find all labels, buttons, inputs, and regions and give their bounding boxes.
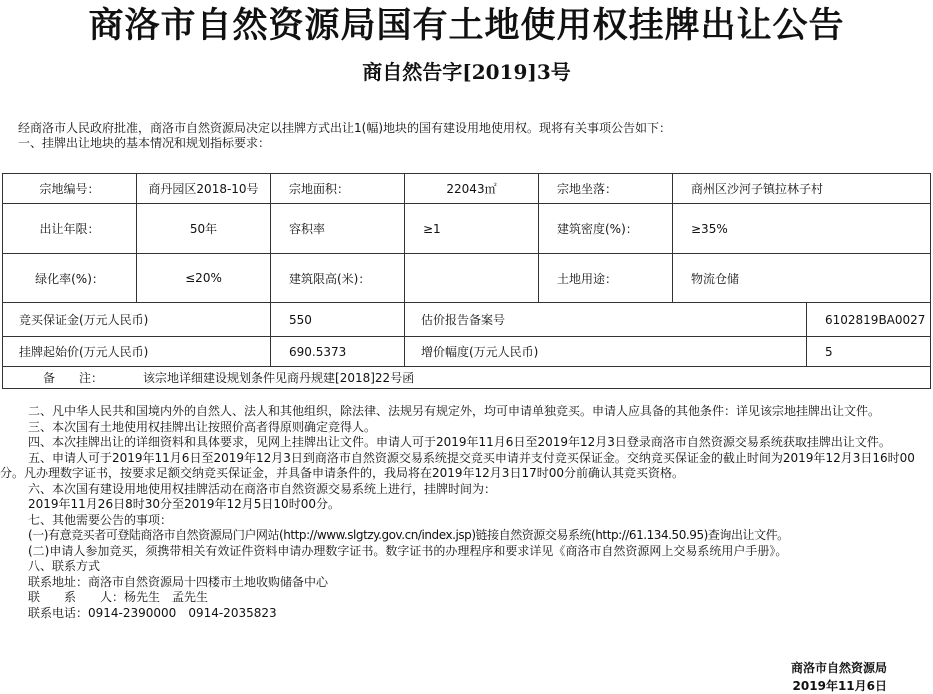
announcement-body [0,404,933,621]
area-value: 22043㎡ [405,174,539,204]
height-label: 建筑限高(米)： [271,254,405,303]
density-value: ≥35% [673,204,931,254]
paragraph: 八、联系方式 [28,559,101,573]
parcel-no-value: 商丹园区2018-10号 [137,174,271,204]
green-value: ≤20% [137,254,271,303]
remark-value: 该宗地详细建设规划条件见商丹规建[2018]22号函 [143,371,415,385]
far-value: ≥1 [405,204,539,254]
height-value [405,254,539,303]
table-row [3,204,931,254]
use-value: 物流仓储 [673,254,931,303]
paragraph: 五、申请人可于2019年11月6日至2019年12月3日到商洛市自然资源交易系统提交竞买申请并支付竞买保证金。交纳竞买保证金的截止时间为2019年12月3日16时00分。凡办理数字证书，按要求足额交纳竞买保证金，并具备申请条件的，我局将在2019年12月3日17时00分前确认其竞买资格。 [0,450,915,480]
increment-value: 5 [807,337,931,367]
term-label: 出让年限： [3,204,137,254]
green-label: 绿化率(%)： [3,254,137,303]
appraisal-value: 6102819BA0027 [807,303,931,337]
signature-org: 商洛市自然资源局 [790,661,887,675]
signature-date: 2019年11月6日 [792,679,887,693]
location-value: 商州区沙河子镇拉林子村 [673,174,931,204]
remark-label: 备 注： [43,371,104,385]
paragraph: (二)申请人参加竞买，须携带相关有效证件资料申请办理数字证书。数字证书的办理程序和要求详见《商洛市自然资源网上交易系统用户手册》。 [28,543,788,558]
intro-section [18,121,671,151]
intro-line: 经商洛市人民政府批准，商洛市自然资源局决定以挂牌方式出让1(幅)地块的国有建设用地使用权。现将有关事项公告如下： [18,121,672,135]
far-label: 容积率 [271,204,405,254]
table-row [3,337,931,367]
paragraph: 六、本次国有建设用地使用权挂牌活动在商洛市自然资源交易系统上进行，挂牌时间为： [28,481,497,496]
location-label: 宗地坐落： [539,174,673,204]
contact-person: 联 系 人：杨先生 孟先生 [28,590,209,604]
table-row [3,254,931,303]
area-label: 宗地面积： [271,174,405,204]
paragraph: 四、本次挂牌出让的详细资料和具体要求，见网上挂牌出让文件。申请人可于2019年11月6日至2019年12月3日登录商洛市自然资源交易系统获取挂牌出让文件。 [28,435,891,449]
paragraph: 2019年11月26日8时30分至2019年12月5日10时00分。 [28,497,340,511]
deposit-label: 竞买保证金(万元人民币) [3,303,271,337]
table-row [3,174,931,204]
table-row [3,367,931,389]
density-label: 建筑密度(%)： [539,204,673,254]
table-row [3,303,931,337]
intro-line: 一、挂牌出让地块的基本情况和规划指标要求： [18,136,271,150]
contact-phone: 联系电话：0914-2390000 0914-2035823 [28,605,277,620]
deposit-value: 550 [271,303,405,337]
appraisal-label: 估价报告备案号 [405,303,807,337]
start-price-value: 690.5373 [271,337,405,367]
use-label: 土地用途： [539,254,673,303]
announcement-title: 商洛市自然资源局国有土地使用权挂牌出让公告 [88,6,845,46]
paragraph: 三、本次国有土地使用权挂牌出让按照价高者得原则确定竞得人。 [28,419,377,434]
paragraph: (一)有意竞买者可登陆商洛市自然资源局门户网站(http://www.slgtzy.gov.cn/index.jsp)链接自然资源交易系统(http://61.134.50.95)查询出让文件。 [28,528,789,542]
document-number: 商自然告字[2019]3号 [362,60,571,84]
increment-label: 增价幅度(万元人民币) [405,337,807,367]
paragraph: 七、其他需要公告的事项： [28,512,173,527]
paragraph: 二、凡中华人民共和国境内外的自然人、法人和其他组织，除法律、法规另有规定外，均可申请单独竞买。申请人应具备的其他条件：详见该宗地挂牌出让文件。 [28,404,881,418]
term-value: 50年 [137,204,271,254]
remark-cell [3,367,931,389]
contact-address: 联系地址：商洛市自然资源局十四楼市土地收购储备中心 [28,574,329,589]
start-price-label: 挂牌起始价(万元人民币) [3,337,271,367]
parcel-info-table [2,173,931,389]
parcel-no-label: 宗地编号： [3,174,137,204]
